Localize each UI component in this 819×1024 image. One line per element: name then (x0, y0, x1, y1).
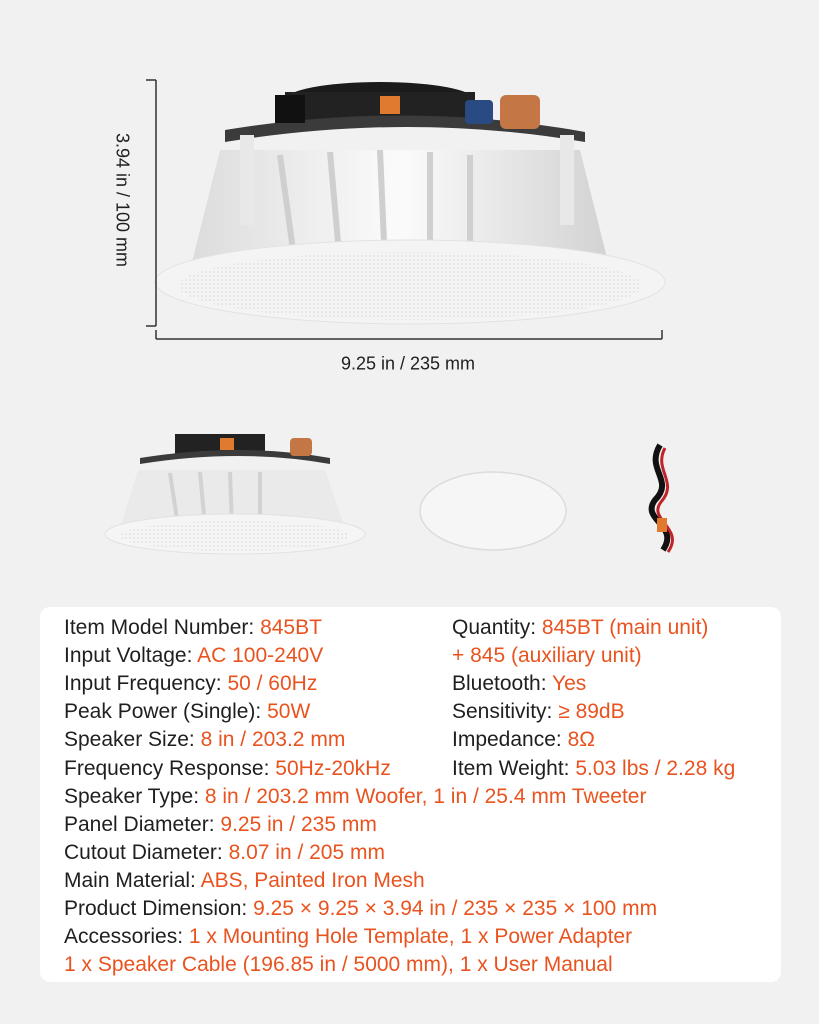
spec-label: Speaker Type: (64, 784, 205, 808)
spec-value: Yes (552, 672, 587, 696)
spec-line (64, 923, 632, 951)
spec-value: 8 in / 203.2 mm (200, 728, 346, 752)
spec-value: 845BT (main unit) (541, 616, 709, 639)
spec-label: Product Dimension: (64, 897, 254, 920)
spec-line (64, 839, 385, 867)
spec-label: Accessories: (64, 925, 189, 949)
height-dimension-label: 3.94 in / 100 mm (112, 132, 133, 268)
spec-line (452, 642, 642, 670)
spec-label: Sensitivity: (452, 700, 559, 724)
spec-line (64, 726, 345, 754)
spec-value: 9.25 × 9.25 × 3.94 in / 235 × 235 × 100 mm (253, 897, 658, 920)
spec-label: Peak Power (Single): (64, 700, 268, 724)
spec-line (64, 951, 613, 979)
spec-line (64, 867, 425, 895)
spec-value: AC 100-240V (197, 644, 324, 668)
spec-value: 50Hz-20kHz (275, 756, 391, 780)
spec-label: Impedance: (452, 728, 568, 752)
spec-value: 50 / 60Hz (227, 672, 318, 696)
width-dimension-label: 9.25 in / 235 mm (340, 353, 476, 374)
spec-line (452, 755, 735, 783)
spec-line (64, 698, 310, 726)
spec-label: Panel Diameter: (64, 812, 221, 836)
spec-value: 50W (267, 700, 311, 724)
spec-value: 845BT (260, 616, 322, 639)
spec-value: + 845 (auxiliary unit) (452, 644, 642, 668)
spec-value: 1 x Speaker Cable (196.85 in / 5000 mm), 1 x User Manual (64, 953, 613, 977)
spec-line (64, 614, 322, 642)
spec-label: Cutout Diameter: (64, 840, 229, 864)
spec-line (64, 895, 657, 923)
spec-line (64, 811, 377, 839)
spec-label: Main Material: (64, 868, 201, 892)
spec-line (452, 670, 586, 698)
spec-line (64, 670, 317, 698)
spec-value: ≥ 89dB (558, 700, 625, 724)
spec-line (452, 726, 595, 754)
spec-label: Item Weight: (452, 756, 576, 780)
spec-label: Quantity: (452, 616, 542, 639)
spec-value: 9.25 in / 235 mm (220, 812, 377, 836)
spec-line (64, 755, 391, 783)
spec-label: Frequency Response: (64, 756, 276, 780)
spec-label: Input Frequency: (64, 672, 228, 696)
spec-value: 8.07 in / 205 mm (228, 840, 385, 864)
spec-value: 5.03 lbs / 2.28 kg (575, 756, 736, 780)
spec-label: Item Model Number: (64, 616, 261, 639)
spec-value: ABS, Painted Iron Mesh (200, 868, 425, 892)
spec-value: 1 x Mounting Hole Template, 1 x Power Adapter (188, 925, 633, 949)
spec-label: Input Voltage: (64, 644, 198, 668)
speaker-cable-image (635, 440, 695, 565)
spec-value: 8 in / 203.2 mm Woofer, 1 in / 25.4 mm Tweeter (204, 784, 647, 808)
spec-value: 8Ω (567, 728, 595, 752)
spec-line (64, 783, 646, 811)
spec-label: Speaker Size: (64, 728, 201, 752)
spec-line (64, 642, 323, 670)
spec-line (452, 614, 708, 642)
mounting-template-image (418, 470, 568, 552)
spec-label: Bluetooth: (452, 672, 553, 696)
spec-line (452, 698, 625, 726)
speaker-small-image (100, 428, 370, 558)
